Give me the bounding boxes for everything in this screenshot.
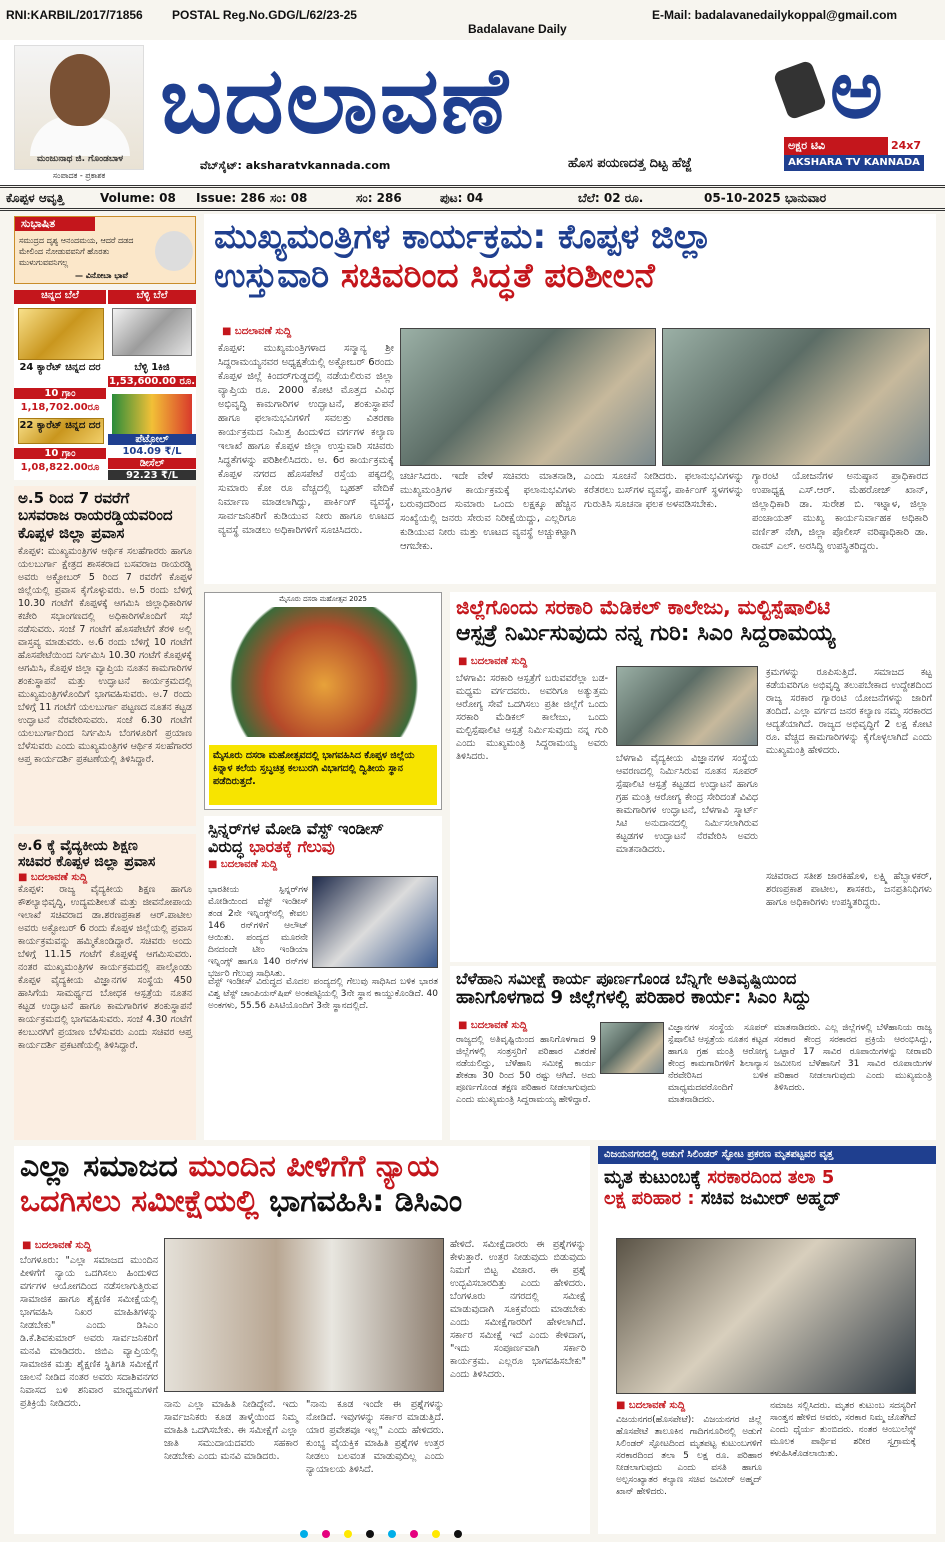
cricket-body-1: ಭಾರತೀಯ ಸ್ಪಿನ್ನರ್‌ಗಳ ಮೋಡಿಯಿಂದ ವೆಸ್ಟ್ ಇಂಡೀಸ್ ತಂಡ 2ನೇ ಇನ್ನಿಂಗ್ಸ್‌ನಲ್ಲಿ ಕೇವಲ 146 ರನ್‌ಗಳಿಗೆ ಆಲೌಟ್ ಆಯಿತು. ಪಂದ್ಯದ ಮೂರನೇ ದಿನದಂದೇ ಟೀಂ ಇಂಡಿಯಾ ಇನ್ನಿಂಗ್ಸ್ ಹಾಗೂ 140 ರನ್‌ಗಳ ಭರ್ಜರಿ ಗೆಲುವು ಸಾಧಿಸಿತು.: [208, 885, 308, 979]
lead-story: [204, 214, 936, 584]
print-registration-marks: [300, 1530, 700, 1540]
top-info-bar: [0, 0, 945, 40]
lead-photo-1: [400, 328, 656, 466]
tv-logo-letter: ಅ: [830, 43, 883, 136]
editor-role: ಸಂಪಾದಕ - ಪ್ರಕಾಶಕ: [52, 171, 106, 180]
lead-photo-2: [662, 328, 930, 466]
survey-body-4: ನಾನು ಎಲ್ಲಾ ಮಾಹಿತಿ ನೀಡಿದ್ದೇನೆ. ಇದು ಸಾರ್ವಜನಿಕರು ಕೂಡ ತಾಳ್ಮೆಯಿಂದ ನಿಮ್ಮ ಮಾಹಿತಿ ಒದಗಿಸಬೇಕು. ಈ ಸಮೀಕ್ಷೆಗೆ ಎಲ್ಲಾ ಜಾತಿ ಸಮುದಾಯದವರು ಸಹಕಾರ ನೀಡಬೇಕು ಎಂದು ಮನವಿ ಮಾಡಿದರು.: [164, 1399, 298, 1462]
subhashita-text: ಸಮುದ್ರದ ದೃಶ್ಯ ಆನಂದಮಯ, ಆದರೆ ದಡದ ಮೇಲಿಂದ ನೋಡುವವನಿಗೆ ಹೊರತು ಮುಳುಗುವವನಿಗಲ್ಲ: [19, 236, 134, 267]
compensation-byline: ■ ಬದಲಾವಣೆ ಸುದ್ದಿ: [616, 1400, 686, 1411]
compensation-headline: ಮೃತ ಕುಟುಂಬಕ್ಕೆ ಸರಕಾರದಿಂದ ತಲಾ 5: [604, 1167, 835, 1188]
story-byline: ■ ಬದಲಾವಣೆ ಸುದ್ದಿ: [18, 872, 88, 884]
masthead: [0, 40, 945, 185]
relief-byline: ■ ಬದಲಾವಣೆ ಸುದ್ದಿ: [458, 1020, 528, 1031]
medical-body-4: ಸಚಿವರಾದ ಸತೀಶ ಜಾರಕಿಹೊಳಿ, ಲಕ್ಷ್ಮಿ ಹೆಬ್ಬಾಳಕರ್, ಶರಣಪ್ರಕಾಶ ಪಾಟೀಲ, ಶಾಸಕರು, ಜನಪ್ರತಿನಿಧಿಗಳು ಹಾಗೂ ಅಧಿಕಾರಿಗಳು ಉಪಸ್ಥಿತರಿದ್ದರು.: [766, 871, 932, 908]
silver-value: 1,53,600.00 ರೂ.: [108, 376, 195, 387]
medical-byline: ■ ಬದಲಾವಣೆ ಸುದ್ದಿ: [458, 656, 528, 667]
left-story-raayareddi: [14, 486, 196, 826]
price: ಬೆಲೆ: 02 ರೂ.: [578, 191, 644, 205]
diesel-label: ಡೀಸೆಲ್: [108, 458, 196, 469]
story-headline: ಅ.6 ಕ್ಕೆ ವೈದ್ಯಕೀಯ ಶಿಕ್ಷಣ: [18, 838, 138, 854]
website: ವೆಬ್‌ಸೈಟ್: aksharatvkannada.com: [200, 159, 391, 172]
subhashita-title: ಸುಭಾಷಿತ: [15, 217, 95, 231]
story-headline-2: ಸಚಿವರ ಕೊಪ್ಪಳ ಜಿಲ್ಲಾ ಪ್ರವಾಸ: [18, 854, 156, 871]
dasara-tableau-ad: [204, 592, 442, 810]
medical-college-story: [450, 592, 936, 962]
tv-channel-label: ಅಕ್ಷರ ಟಿವಿ 24x7: [784, 137, 924, 155]
story-body: ಕೊಪ್ಪಳ: ಮುಖ್ಯಮಂತ್ರಿಗಳ ಆರ್ಥಿಕ ಸಲಹೆಗಾರರು ಹಾಗೂ ಯಲಬುರ್ಗಾ ಕ್ಷೇತ್ರದ ಶಾಸಕರಾದ ಬಸವರಾಜ ರಾಯರಡ್ಡಿ ಅವರು ಅಕ್ಟೋಬರ್ 5 ರಿಂದ 7 ರವರೆಗೆ ಕೊಪ್ಪಳ ಜಿಲ್ಲೆಯಲ್ಲಿ ಪ್ರವಾಸ ಕೈಗೊಳ್ಳುವರು. ಅ.5 ರಂದು ಬೆಳಿಗ್ಗೆ 10.30 ಗಂಟೆಗೆ ಕೊಪ್ಪಳಕ್ಕೆ ಆಗಮಿಸಿ ಜಿಲ್ಲಾಧಿಕಾರಿಗಳ ಕಚೇರಿ ಸಭಾಂಗಣದಲ್ಲಿ ಅಧಿಕಾರಿಗಳೊಂದಿಗೆ ಸಭೆ ನಡೆಸುವರು. ಸಂಜೆ 7 ಗಂಟೆಗೆ ಹೊಸಪೇಟೆಗೆ ತೆರಳಿ ಅಲ್ಲಿ ವಾಸ್ತವ್ಯ ಮಾಡುವರು. ಅ.6 ರಂದು ಬೆಳಿಗ್ಗೆ 10 ಗಂಟೆಗೆ ಹೊಸಪೇಟೆಯಿಂದ ನಿರ್ಗಮಿಸಿ 10.30 ಗಂಟೆಗೆ ಕೊಪ್ಪಳಕ್ಕೆ ಆಗಮಿಸಿ, ಕೊಪ್ಪಳ ಜಿಲ್ಲಾ ವ್ಯಾಪ್ತಿಯ ನೂತನ ಕಾಮಗಾರಿಗಳ ಶಂಕುಸ್ಥಾಪನೆ ಮತ್ತು ಉದ್ಘಾಟನೆ ಕಾರ್ಯಕ್ರಮದಲ್ಲಿ ಮುಖ್ಯಮಂತ್ರಿಗಳೊಂದಿಗೆ ಭಾಗವಹಿಸುವರು. ಅ.7 ರಂದು ಬೆಳಿಗ್ಗೆ 11 ಗಂಟೆಗೆ ಯಲಬುರ್ಗಾ ಪಟ್ಟಣದ ನೂತನ ಕಟ್ಟಡ ಉದ್ಘಾಟನೆ ನೆರವೇರಿಸುವರು. ಸಂಜೆ 6.30 ಗಂಟೆಗೆ ಯಲಬುರ್ಗಾದಿಂದ ನಿರ್ಗಮಿಸಿ ಬೆಂಗಳೂರಿಗೆ ಪ್ರಯಾಣ ಬೆಳೆಸುವರು ಎಂದು ಮುಖ್ಯಮಂತ್ರಿಗಳ ಆರ್ಥಿಕ ಸಲಹೆಗಾರರ ಆಪ್ತ ಕಾರ್ಯದರ್ಶಿ ಪ್ರಕಟಣೆಯಲ್ಲಿ ತಿಳಿಸಿದ್ದಾರೆ.: [18, 545, 192, 765]
microphone-icon: [773, 60, 828, 121]
newspaper-title: ಬದಲಾವಣೆ: [160, 46, 510, 154]
lead-headline: ಮುಖ್ಯಮಂತ್ರಿಗಳ ಕಾರ್ಯಕ್ರಮ: ಕೊಪ್ಪಳ ಜಿಲ್ಲಾ: [214, 217, 712, 257]
lead-byline: ■ ಬದಲಾವಣೆ ಸುದ್ದಿ: [222, 326, 292, 337]
survey-headline-2: ಒದಗಿಸಲು ಸಮೀಕ್ಷೆಯಲ್ಲಿ ಭಾಗವಹಿಸಿ: ಡಿಸಿಎಂ: [20, 1183, 463, 1219]
cricket-byline: ■ ಬದಲಾವಣೆ ಸುದ್ದಿ: [208, 858, 278, 870]
relief-body-2: ವಿಜ್ಞಾನಗಳ ಸಂಸ್ಥೆಯ ಸೂಪರ್ ಸ್ಪೆಷಾಲಿಟಿ ಆಸ್ಪತ್ರೆಯ ನೂತನ ಕಟ್ಟಡ ಹಾಗೂ ಗ್ರಹ ಮಂತ್ರಿ ಆರೋಗ್ಯ ಕೇಂದ್ರ ಕಾಮಗಾರಿಗಳಿಗೆ ಶಿಲಾನ್ಯಾಸ ನೆರವೇರಿಸಿದ ಬಳಿಕ ಮಾಧ್ಯಮದವರೊಂದಿಗೆ ಮಾತನಾಡಿದರು.: [668, 1023, 768, 1105]
issue-info-bar: [0, 185, 945, 211]
survey-story: [14, 1146, 590, 1534]
samputa: ಸಂ: 08: [270, 191, 308, 205]
medical-body-2: ಬೆಳಗಾವಿ ವೈದ್ಯಕೀಯ ವಿಜ್ಞಾನಗಳ ಸಂಸ್ಥೆಯ ಆವರಣದಲ್ಲಿ ನಿರ್ಮಿಸಿರುವ ನೂತನ ಸೂಪರ್ ಸ್ಪೆಷಾಲಿಟಿ ಆಸ್ಪತ್ರೆ ಕಟ್ಟಡದ ಉದ್ಘಾಟನೆ ಹಾಗೂ ಗ್ರಹ ಮಂತ್ರಿ ಆರೋಗ್ಯ ಕೇಂದ್ರ ಸೇರಿದಂತೆ ವಿವಿಧ ಕಾಮಗಾರಿಗಳ ಉದ್ಘಾಟನೆ, ಬೆಳಗಾವಿ ಸ್ಮಾರ್ಟ್ ಸಿಟಿ ಅನುದಾನದಲ್ಲಿ ನಿರ್ಮಿಸಲಾಗಿರುವ ಕಟ್ಟಡಗಳ ಉದ್ಘಾಟನೆ ನೆರವೇರಿಸಿ ಅವರು ಮಾತನಾಡಿದರು.: [616, 753, 758, 855]
diesel-value: 92.23 ₹/L: [108, 470, 196, 480]
compensation-photo: [616, 1238, 916, 1394]
petrol-value: 104.09 ₹/L: [108, 446, 196, 457]
akshara-tv-logo: [780, 45, 925, 175]
paper-name-english: Badalavane Daily: [468, 22, 567, 36]
issue: Issue: 286: [196, 191, 266, 205]
subhashita-author: — ವಿನೋಬಾ ಭಾವೆ: [75, 271, 128, 280]
editor-name: ಮಂಜುನಾಥ ಜಿ. ಗೊಂಡಬಾಳ: [36, 154, 124, 164]
compensation-topbar: ವಿಜಯನಗರದಲ್ಲಿ ಅಡುಗೆ ಸಿಲಿಂಡರ್ ಸ್ಫೋಟ ಪ್ರಕರಣ ಮೃತಪಟ್ಟವರ ವೃತ್ತ: [598, 1146, 936, 1164]
compensation-body-1: ವಿಜಯನಗರ(ಹೊಸಪೇಟೆ): ವಿಜಯನಗರ ಜಿಲ್ಲೆ ಹೊಸಪೇಟೆ ತಾಲೂಕಿನ ಗಾದಿಗನೂರಿನಲ್ಲಿ ಅಡುಗೆ ಸಿಲಿಂಡರ್ ಸ್ಫೋಟದಿಂದ ಮೃತಪಟ್ಟ ಕುಟುಂಬಗಳಿಗೆ ಸರಕಾರದಿಂದ ತಲಾ 5 ಲಕ್ಷ ರೂ. ಪರಿಹಾರ ನೀಡಲಾಗುವುದು ಎಂದು ವಸತಿ ಹಾಗೂ ಅಲ್ಪಸಂಖ್ಯಾತರ ಕಲ್ಯಾಣ ಸಚಿವ ಜಮೀರ್ ಅಹ್ಮದ್ ಖಾನ್ ಹೇಳಿದರು.: [616, 1415, 762, 1497]
lead-headline-2: ಉಸ್ತುವಾರಿ ಸಚಿವರಿಂದ ಸಿದ್ಧತೆ ಪರಿಶೀಲನೆ: [214, 256, 655, 297]
cricket-photo: [312, 876, 438, 968]
editor-photo: [14, 45, 144, 170]
tagline: ಹೊಸ ಪಯಣದತ್ತ ದಿಟ್ಟ ಹೆಜ್ಜೆ: [568, 156, 692, 171]
edition: ಕೊಪ್ಪಳ ಆವೃತ್ತಿ: [6, 191, 65, 205]
silver-price-title: ಬೆಳ್ಳಿ ಬೆಲೆ: [108, 290, 196, 304]
date: 05-10-2025 ಭಾನುವಾರ: [704, 191, 827, 205]
cricket-body-2: ವೆಸ್ಟ್ ಇಂಡೀಸ್ ವಿರುದ್ಧದ ಮೊದಲ ಪಂದ್ಯದಲ್ಲಿ ಗೆಲುವು ಸಾಧಿಸಿದ ಬಳಿಕ ಭಾರತ ವಿಶ್ವ ಟೆಸ್ಟ್ ಚಾಂಪಿಯನ್‌ಷಿಪ್ ಅಂಕಪಟ್ಟಿಯಲ್ಲಿ 3ನೇ ಸ್ಥಾನ ಕಾಯ್ದುಕೊಂಡಿದೆ. 40 ಅಂಕಗಳು, 55.56 ಪಿಸಿಟಿಯೊಂದಿಗೆ 3ನೇ ಸ್ಥಾನದಲ್ಲಿದೆ.: [208, 977, 438, 1011]
gold-bars-image: [18, 308, 104, 360]
survey-byline: ■ ಬದಲಾವಣೆ ಸುದ್ದಿ: [22, 1240, 92, 1251]
medical-headline: ಜಿಲ್ಲೆಗೊಂದು ಸರಕಾರಿ ಮೆಡಿಕಲ್ ಕಾಲೇಜು, ಮಲ್ಟಿಸ್ಪೆಷಾಲಿಟಿ: [456, 595, 831, 619]
email-address: E-Mail: badalavanedailykoppal@gmail.com: [652, 8, 898, 22]
gold22-value: 1,08,822.00ರೂ: [14, 462, 106, 473]
gold24-label: 24 ಕ್ಯಾರೆಟ್ ಚಿನ್ನದ ದರ: [19, 362, 101, 373]
compensation-body-2: ನಮಾಜ ಸಲ್ಲಿಸಿದರು. ಮೃತರ ಕುಟುಂಬ ಸದಸ್ಯರಿಗೆ ಸಾಂತ್ವನ ಹೇಳಿದ ಅವರು, ಸರಕಾರ ನಿಮ್ಮ ಜೊತೆಗಿದೆ ಎಂದು ಧೈರ್ಯ ತುಂಬಿದರು. ನಂತರ ಆಂಬುಲೆನ್ಸ್ ಮೂಲಕ ಪಾರ್ಥಿವ ಶರೀರ ಸ್ವಗ್ರಾಮಕ್ಕೆ ಕಳುಹಿಸಿಕೊಡಲಾಯಿತು.: [770, 1401, 916, 1459]
compensation-headline-2: ಲಕ್ಷ ಪರಿಹಾರ : ಸಚಿವ ಜಮೀರ್ ಅಹ್ಮದ್: [604, 1187, 841, 1209]
gold24-value: 1,18,702.00ರೂ: [14, 402, 106, 413]
cricket-headline: ಸ್ಪಿನ್ನರ್‌ಗಳ ಮೋಡಿ ವೆಸ್ಟ್ ಇಂಡೀಸ್: [208, 819, 384, 838]
story-headline-3: ಕೊಪ್ಪಳ ಜಿಲ್ಲಾ ಪ್ರವಾಸ: [18, 523, 125, 542]
silver-bars-image: [112, 308, 192, 356]
volume: Volume: 08: [100, 191, 176, 205]
relief-body-1: ರಾಜ್ಯದಲ್ಲಿ ಅತಿವೃಷ್ಟಿಯಿಂದ ಹಾನಿಗೊಳಗಾದ 9 ಜಿಲ್ಲೆಗಳಲ್ಲಿ ಸಂತ್ರಸ್ತರಿಗೆ ಪರಿಹಾರ ವಿತರಣೆ ನಡೆಯಲಿದ್ದು, ಬೆಳೆಹಾನಿ ಸಮೀಕ್ಷೆ ಕಾರ್ಯ ಶೇಕಡಾ 30 ರಿಂದ 50 ರಷ್ಟು ಆಗಿದೆ. ಅದು ಪೂರ್ಣಗೊಂಡ ತಕ್ಷಣ ಪರಿಹಾರ ನೀಡಲಾಗುವುದು ಎಂದು ಮುಖ್ಯಮಂತ್ರಿ ಸಿದ್ದರಾಮಯ್ಯ ಹೇಳಿದ್ದಾರೆ.: [456, 1035, 596, 1105]
sanchike: ಸಂ: 286: [356, 191, 402, 205]
postal-reg: POSTAL Reg.No.GDG/L/62/23-25: [172, 8, 357, 22]
lead-body-col3: ಎಂದು ಸೂಚನೆ ನೀಡಿದರು. ಫಲಾನುಭವಿಗಳನ್ನು ಕರೆತರಲು ಬಸ್‌ಗಳ ವ್ಯವಸ್ಥೆ, ಪಾರ್ಕಿಂಗ್ ಸ್ಥಳಗಳನ್ನು ಗುರುತಿಸಿ ಸೂಚನಾ ಫಲಕ ಅಳವಡಿಸಬೇಕು.: [584, 471, 744, 510]
survey-photo: [164, 1238, 444, 1392]
survey-body-3: ಹೇಳಿದೆ. ಸಮೀಕ್ಷೆದಾರರು ಈ ಪ್ರಶ್ನೆಗಳನ್ನು ಕೇಳುತ್ತಾರೆ. ಉತ್ತರ ನೀಡುವುದು ಬಿಡುವುದು ನಿಮಗೆ ಬಿಟ್ಟ ವಿಚಾರ. ಈ ಪ್ರಶ್ನೆ ಉದ್ಭವಿಸಬಾರದಿತ್ತು ಎಂದು ಹೇಳಿದರು. ಬೆಂಗಳೂರು ನಗರದಲ್ಲಿ ಸಮೀಕ್ಷೆ ಮಾಡುವುದಾಗಿ ಸೂಕ್ತವೆಂದು ಮಾಡಬೇಕು ಎಂದು ಸಮೀಕ್ಷೆಗಾರರಿಗೆ ಹೇಳಲಾಗಿದೆ. ಸರ್ಕಾರ ಸಮೀಕ್ಷೆ ಇದೆ ಎಂದು ಕೇಳಿದಾಗ, "ಇದು ಸಂಪೂರ್ಣವಾಗಿ ಸರ್ಕಾರಿ ಕಾರ್ಯಕ್ರಮ. ಎಲ್ಲರೂ ಭಾಗವಹಿಸಬೇಕು" ಎಂದು ತಿಳಿಸಿದರು.: [450, 1239, 586, 1380]
story-body: ಕೊಪ್ಪಳ: ರಾಜ್ಯ ವೈದ್ಯಕೀಯ ಶಿಕ್ಷಣ ಹಾಗೂ ಕೌಶಲ್ಯಾಭಿವೃದ್ಧಿ, ಉದ್ಯಮಶೀಲತೆ ಮತ್ತು ಜೀವನೋಪಾಯ ಇಲಾಖೆ ಸಚಿವರಾದ ಡಾ.ಶರಣಪ್ರಕಾಶ ಆರ್.ಪಾಟೀಲ ಅವರು ಅಕ್ಟೋಬರ್ 6 ರಂದು ಕೊಪ್ಪಳ ಜಿಲ್ಲೆಯಲ್ಲಿ ಪ್ರವಾಸ ಕಾರ್ಯಕ್ರಮವನ್ನು ಹಮ್ಮಿಕೊಂಡಿದ್ದಾರೆ. ಸಚಿವರು ಅಂದು ಬೆಳಿಗ್ಗೆ 11.15 ಗಂಟೆಗೆ ಕೊಪ್ಪಳಕ್ಕೆ ಆಗಮಿಸುವರು. ನಂತರ ಮುಖ್ಯಮಂತ್ರಿಗಳ ಕಾರ್ಯಕ್ರಮದಲ್ಲಿ ಪಾಲ್ಗೊಂಡು ಕೊಪ್ಪಳ ವೈದ್ಯಕೀಯ ವಿಜ್ಞಾನಗಳ ಸಂಸ್ಥೆಯ 450 ಹಾಸಿಗೆಯ ಸಾಮರ್ಥ್ಯದ ಬೋಧಕ ಆಸ್ಪತ್ರೆಯ ನೂತನ ಕಟ್ಟಡ ಉದ್ಘಾಟನೆ ಹಾಗೂ ಕಾಮಗಾರಿಗಳ ಶಂಕುಸ್ಥಾಪನೆ ಕಾರ್ಯಕ್ರಮದಲ್ಲಿ ಭಾಗವಹಿಸುವರು. ಸಂಜೆ 4.30 ಗಂಟೆಗೆ ಕಲಬುರಗಿಗೆ ಪ್ರಯಾಣ ಬೆಳೆಸುವರು ಎಂದು ಸಚಿವರ ಆಪ್ತ ಕಾರ್ಯದರ್ಶಿ ಪ್ರಕಟಣೆಯಲ್ಲಿ ತಿಳಿಸಿದ್ದಾರೆ.: [18, 884, 192, 1052]
cricket-story: [204, 816, 442, 1140]
medical-headline-2: ಆಸ್ಪತ್ರೆ ನಿರ್ಮಿಸುವುದು ನನ್ನ ಗುರಿ: ಸಿಎಂ ಸಿದ್ದರಾಮಯ್ಯ: [456, 621, 836, 646]
tv-channel-name: AKSHARA TV KANNADA: [784, 155, 924, 171]
tableau-image: [219, 607, 429, 737]
relief-headline-2: ಹಾನಿಗೊಳಗಾದ 9 ಜಿಲ್ಲೆಗಳಲ್ಲಿ ಪರಿಹಾರ ಕಾರ್ಯ: ಸಿಎಂ ಸಿದ್ದು: [456, 987, 812, 1009]
gold22-unit: 10 ಗ್ರಾಂ: [14, 448, 106, 459]
story-headline: ಅ.5 ರಿಂದ 7 ರವರೆಗೆ: [18, 489, 130, 507]
petrol-label: ಪೆಟ್ರೋಲ್: [108, 434, 196, 445]
rni-number: RNI:KARBIL/2017/71856: [6, 8, 143, 22]
dasara-ad-caption: ಮೈಸೂರು ದಸರಾ ಮಹೋತ್ಸವದಲ್ಲಿ ಭಾಗವಹಿಸಿದ ಕೊಪ್ಪಳ ಜಿಲ್ಲೆಯ ಕಿನ್ನಾಳ ಕಲೆಯ ಸ್ತಬ್ಧಚಿತ್ರ ಕಲಬುರಗಿ ವಿಭಾಗದಲ್ಲಿ ದ್ವಿತೀಯ ಸ್ಥಾನ ಪಡೆದಿರುತ್ತದೆ.: [209, 745, 437, 805]
relief-story: [450, 966, 936, 1140]
dasara-ad-top: ಮೈಸೂರು ದಸರಾ ಮಹೋತ್ಸವ 2025: [279, 595, 367, 603]
medical-body-3: ಕ್ರಮಗಳನ್ನು ರೂಪಿಸುತ್ತಿದೆ. ಸಮಾಜದ ಕಟ್ಟ ಕಡೆಯವರಿಗೂ ಅಭಿವೃದ್ಧಿ ತಲುಪಬೇಕಾದ ಉದ್ದೇಶದಿಂದ ರಾಜ್ಯ ಸರಕಾರ ಗ್ಯಾರಂಟಿ ಯೋಜನೆಗಳನ್ನು ಜಾರಿಗೆ ತಂದಿದೆ. ಎಲ್ಲಾ ವರ್ಗದ ಜನರ ಕಲ್ಯಾಣ ನಮ್ಮ ಸರಕಾರದ ಆದ್ಯತೆಯಾಗಿದೆ. ರಾಜ್ಯದ ಅಭಿವೃದ್ಧಿಗೆ 2 ಲಕ್ಷ ಕೋಟಿ ರೂ. ವೆಚ್ಚದ ಕಾಮಗಾರಿಗಳನ್ನು ಕೈಗೊಳ್ಳಲಾಗಿದೆ ಎಂದು ಮುಖ್ಯಮಂತ್ರಿ ಹೇಳಿದರು.: [766, 667, 932, 756]
lead-body-col4: ಗ್ಯಾರಂಟಿ ಯೋಜನೆಗಳ ಅನುಷ್ಠಾನ ಪ್ರಾಧಿಕಾರದ ಉಪಾಧ್ಯಕ್ಷ ಎಸ್‌.ಆರ್. ಮೆಹರೋಜ್ ಖಾನ್, ಜಿಲ್ಲಾಧಿಕಾರಿ ಡಾ. ಸುರೇಶ ಬಿ. ಇಟ್ನಾಳ, ಜಿಲ್ಲಾ ಪಂಚಾಯತ್ ಮುಖ್ಯ ಕಾರ್ಯನಿರ್ವಾಹಕ ಅಧಿಕಾರಿ ವರ್ಣಿತ್ ನೇಗಿ, ಜಿಲ್ಲಾ ಪೊಲೀಸ್ ವರಿಷ್ಠಾಧಿಕಾರಿ ಡಾ. ರಾಮ್ ಎಲ್. ಅರಸಿದ್ದಿ ಉಪಸ್ಥಿತರಿದ್ದರು.: [752, 471, 928, 552]
fuel-pump-icon: [112, 394, 192, 434]
gold24-unit: 10 ಗ್ರಾಂ: [14, 388, 106, 399]
relief-body-3: ಮಾತನಾಡಿದರು. ಎಲ್ಲ ಜಿಲ್ಲೆಗಳಲ್ಲಿ ಬೆಳೆಹಾನಿಯ ರಾಜ್ಯ ಸರಕಾರ ಕೇಂದ್ರ ಸರಕಾರದ ಪ್ರಕ್ರಿಯೆ ಆರಂಭಿಸಿದ್ದು, ಒಟ್ಟಾರೆ 17 ಸಾವಿರ ರೂಪಾಯಿಗಳನ್ನು ನೀರಾವರಿ ಜಮೀನಿನ ಬೆಳೆಹಾನಿಗೆ 31 ಸಾವಿರ ರೂಪಾಯಿಗಳ ಪರಿಹಾರ ನೀಡಲಾಗುವುದು ಎಂದು ಮುಖ್ಯಮಂತ್ರಿ ತಿಳಿಸಿದರು.: [774, 1023, 932, 1093]
gold22-label: 22 ಕ್ಯಾರೆಟ್ ಚಿನ್ನದ ದರ: [19, 420, 101, 431]
relief-headline: ಬೆಳೆಹಾನಿ ಸಮೀಕ್ಷೆ ಕಾರ್ಯ ಪೂರ್ಣಗೊಂಡ ಬೆನ್ನಿಗೇ ಅತಿವೃಷ್ಟಿಯಿಂದ: [456, 969, 797, 988]
medical-photo-1: [616, 666, 758, 746]
survey-body-1: ಬೆಂಗಳೂರು: "ಎಲ್ಲಾ ಸಮಾಜದ ಮುಂದಿನ ಪೀಳಿಗೆಗೆ ನ್ಯಾಯ ಒದಗಿಸಲು ಹಿಂದುಳಿದ ವರ್ಗಗಳ ಆಯೋಗದಿಂದ ನಡೆಸಲಾಗುತ್ತಿರುವ ಸಾಮಾಜಿಕ ಹಾಗೂ ಶೈಕ್ಷಣಿಕ ಸಮೀಕ್ಷೆಯಲ್ಲಿ ಭಾಗವಹಿಸಿ ನಿಖರ ಮಾಹಿತಿಗಳನ್ನು ನೀಡಬೇಕು" ಎಂದು ಡಿಸಿಎಂ ಡಿ.ಕೆ.ಶಿವಕುಮಾರ್ ಅವರು ಸಾರ್ವಜನಿಕರಿಗೆ ಮನವಿ ಮಾಡಿದರು. ಜಿಬಿಎ ವ್ಯಾಪ್ತಿಯಲ್ಲಿ ಸಾಮಾಜಿಕ ಮತ್ತು ಶೈಕ್ಷಣಿಕ ಸ್ಥಿತಿಗತಿ ಸಮೀಕ್ಷೆಗೆ ಚಾಲನೆ ನೀಡಿದ ನಂತರ ಅವರು ಸದಾಶಿವನಗರ ನಿವಾಸದ ಬಳಿ ಶನಿವಾರ ಮಾಧ್ಯಮಗಳಿಗೆ ಪ್ರತಿಕ್ರಿಯೆ ನೀಡಿದರು.: [20, 1255, 158, 1409]
subhashita-box: [14, 216, 196, 284]
story-headline-2: ಬಸವರಾಜ ರಾಯರಡ್ಡಿಯವರಿಂದ: [18, 506, 173, 525]
survey-headline: ಎಲ್ಲಾ ಸಮಾಜದ ಮುಂದಿನ ಪೀಳಿಗೆಗೆ ನ್ಯಾಯ: [20, 1149, 440, 1184]
lead-body-col2: ಚರ್ಚಿಸಿದರು. ಇದೇ ವೇಳೆ ಸಚಿವರು ಮಾತನಾಡಿ, ಮುಖ್ಯಮಂತ್ರಿಗಳ ಕಾರ್ಯಕ್ರಮಕ್ಕೆ ಫಲಾನುಭವಿಗಳು ಬರುವುದರಿಂದ ಸುಮಾರು ಒಂದು ಲಕ್ಷಕ್ಕೂ ಹೆಚ್ಚಿನ ಸಂಖ್ಯೆಯಲ್ಲಿ ಜನರು ಸೇರುವ ನಿರೀಕ್ಷೆಯಿದ್ದು, ಎಲ್ಲರಿಗೂ ಕುಡಿಯುವ ನೀರು ಮತ್ತು ಊಟದ ವ್ಯವಸ್ಥೆ ಅಚ್ಚುಕಟ್ಟಾಗಿ ಆಗಬೇಕು.: [400, 471, 576, 552]
survey-body-5: "ನಾನು ಕೂಡ ಇಂದೇ ಈ ಪ್ರಶ್ನೆಗಳನ್ನು ನೋಡಿದೆ. ಇವುಗಳನ್ನು ಸರ್ಕಾರ ಮಾಡುತ್ತಿದೆ. ಯಾರ ಪ್ರವೇಶವೂ ಇಲ್ಲ" ಎಂದು ಹೇಳಿದರು. ಕುಂಭ್ಯ ವೈಯಕ್ತಿಕ ಮಾಹಿತಿ ಪ್ರಶ್ನೆಗಳ ಉತ್ತರ ನೀಡಲು ಬಲವಂತ ಮಾಡುವುದಿಲ್ಲ ಎಂದು ನ್ಯಾಯಾಲಯ ತಿಳಿಸಿದೆ.: [306, 1399, 444, 1475]
silver-unit: ಬೆಳ್ಳಿ 1ಕಿಜಿ: [134, 362, 170, 373]
medical-body-1: ಬೆಳಗಾವಿ: ಸರಕಾರಿ ಆಸ್ಪತ್ರೆಗೆ ಬರುವವರೆಲ್ಲಾ ಬಡ-ಮಧ್ಯಮ ವರ್ಗದವರು. ಅವರಿಗೂ ಅತ್ಯುತ್ತಮ ಆರೋಗ್ಯ ಸೇವೆ ಒದಗಿಸಲು ಪ್ರತೀ ಜಿಲ್ಲೆಗೆ ಒಂದು ಸರಕಾರಿ ಮೆಡಿಕಲ್ ಕಾಲೇಜು, ಒಂದು ಮಲ್ಟಿಸ್ಪೆಷಾಲಿಟಿ ಆಸ್ಪತ್ರೆ ನಿರ್ಮಿಸುವುದು ನನ್ನ ಗುರಿ ಎಂದು ಮುಖ್ಯಮಂತ್ರಿ ಸಿದ್ದರಾಮಯ್ಯ ಅವರು ತಿಳಿಸಿದರು.: [456, 673, 608, 762]
vinoba-portrait: [155, 231, 193, 271]
gold-price-title: ಚಿನ್ನದ ಬೆಲೆ: [14, 290, 106, 304]
cricket-headline-2: ವಿರುದ್ಧ ಭಾರತಕ್ಕೆ ಗೆಲುವು: [208, 837, 335, 857]
compensation-story: [598, 1146, 936, 1534]
relief-photo: [600, 1022, 664, 1074]
lead-body-col1: ಕೊಪ್ಪಳ: ಮುಖ್ಯಮಂತ್ರಿಗಳಾದ ಸನ್ಮಾನ್ಯ ಶ್ರೀ ಸಿದ್ದರಾಮಯ್ಯನವರ ಅಧ್ಯಕ್ಷತೆಯಲ್ಲಿ ಅಕ್ಟೋಬರ್ 6ರಂದು ಕೊಪ್ಪಳ ಜಿಲ್ಲೆ ಕಿಂದರ್‌ಗುಡ್ಡದಲ್ಲಿ ನಡೆಯಲಿರುವ ಜಿಲ್ಲಾ ವ್ಯಾಪ್ತಿಯ ರೂ. 2000 ಕೋಟಿ ಮೊತ್ತದ ವಿವಿಧ ಅಭಿವೃದ್ಧಿ ಕಾಮಗಾರಿಗಳ ಉದ್ಘಾಟನೆ, ಶಂಕುಸ್ಥಾಪನೆ ಹಾಗೂ ಫಲಾನುಭವಿಗಳಿಗೆ ಸವಲತ್ತು ವಿತರಣಾ ಕಾರ್ಯಕ್ರಮದ ನಿಮಿತ್ತ ಹಿಂದುಳಿದ ವರ್ಗಗಳ ಕಲ್ಯಾಣ ಇಲಾಖೆ ಹಾಗೂ ಕೊಪ್ಪಳ ಜಿಲ್ಲಾ ಉಸ್ತುವಾರಿ ಸಚಿವರು ಸಿದ್ಧತೆಗಳನ್ನು ಪರಿಶೀಲಿಸಿದರು. ಅ. 6ರ ಕಾರ್ಯಕ್ರಮಕ್ಕೆ ಕೊಪ್ಪಳ ನಗರದ ಹೊಸಪೇಟೆ ರಸ್ತೆಯ ಪಕ್ಕದಲ್ಲಿ ಸುಮಾರು ಕೋ ರೂ ವೆಚ್ಚದಲ್ಲಿ ಬೃಹತ್ ವೇದಿಕೆ ನಿರ್ಮಾಣ ಮಾಡಲಾಗಿದ್ದು, ಪಾರ್ಕಿಂಗ್ ವ್ಯವಸ್ಥೆ, ಸಾರ್ವಜನಿಕರಿಗೆ ಕುಡಿಯುವ ನೀರು ಹಾಗೂ ಊಟದ ವ್ಯವಸ್ಥೆ ಮಾಡಲು ಅಧಿಕಾರಿಗಳಿಗೆ ಸೂಚಿಸಿದರು.: [218, 343, 394, 536]
prices-panel: [14, 290, 196, 480]
pages: ಪುಟ: 04: [440, 191, 484, 205]
left-story-medical-minister: [14, 834, 196, 1140]
